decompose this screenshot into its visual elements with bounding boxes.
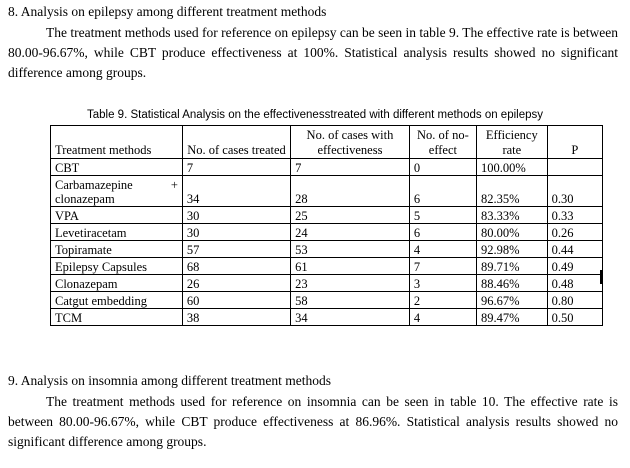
- cell-method: Levetiracetam: [51, 224, 183, 241]
- cell-method: CBT: [51, 159, 183, 176]
- cell-rate: 83.33%: [476, 207, 547, 224]
- cell-method: TCM: [51, 309, 183, 326]
- table-9: [50, 125, 603, 326]
- cell-method: Topiramate: [51, 241, 183, 258]
- method-combo-line: [55, 178, 178, 192]
- header-cases-treated: No. of cases treated: [182, 126, 290, 159]
- header-cases-effective: No. of cases with effectiveness: [291, 126, 410, 159]
- cell-effective: 7: [291, 159, 410, 176]
- table-row: [51, 176, 603, 207]
- section-8-heading: 8. Analysis on epilepsy among different treatment methods: [8, 4, 327, 19]
- cell-no-effect: 6: [409, 224, 476, 241]
- section-9-heading: 9. Analysis on insomnia among different treatment methods: [8, 373, 331, 388]
- header-efficiency-rate: Efficiency rate: [476, 126, 547, 159]
- cell-no-effect: 7: [409, 258, 476, 275]
- cell-p: [547, 159, 602, 176]
- cell-no-effect: 4: [409, 309, 476, 326]
- cell-effective: 53: [291, 241, 410, 258]
- cell-no-effect: 4: [409, 241, 476, 258]
- cell-no-effect: 2: [409, 292, 476, 309]
- cell-no-effect: 0: [409, 159, 476, 176]
- method-plus: +: [170, 178, 178, 192]
- cell-rate: 89.47%: [476, 309, 547, 326]
- cell-cases: 38: [182, 309, 290, 326]
- table-row: [51, 207, 603, 224]
- cell-no-effect: 6: [409, 176, 476, 207]
- cell-p: 0.26: [547, 224, 602, 241]
- cell-rate: 100.00%: [476, 159, 547, 176]
- cell-effective: 24: [291, 224, 410, 241]
- cell-cases: 26: [182, 275, 290, 292]
- cell-method: Epilepsy Capsules: [51, 258, 183, 275]
- cell-no-effect: 5: [409, 207, 476, 224]
- cell-rate: 96.67%: [476, 292, 547, 309]
- text-cursor: [600, 270, 602, 284]
- cell-rate: 92.98%: [476, 241, 547, 258]
- method-part-b: clonazepam: [55, 192, 115, 206]
- cell-effective: 61: [291, 258, 410, 275]
- header-p: P: [547, 126, 602, 159]
- cell-method: Catgut embedding: [51, 292, 183, 309]
- cell-effective: 34: [291, 309, 410, 326]
- table-9-caption: Table 9. Statistical Analysis on the effectivenesstreated with different methods on epilepsy: [86, 109, 543, 121]
- table-row: [51, 159, 603, 176]
- cell-method: [51, 176, 183, 207]
- cell-rate: 89.71%: [476, 258, 547, 275]
- table-row: [51, 258, 603, 275]
- cell-p: 0.49: [547, 258, 602, 275]
- section-9-paragraph: The treatment methods used for reference on insomnia can be seen in table 10. The effective rate is between 80.00-96.67%, while CBT produce effectiveness at 86.96%. Statistical analysis results showed no significant difference among groups.: [8, 394, 618, 449]
- cell-rate: 80.00%: [476, 224, 547, 241]
- cell-no-effect: 3: [409, 275, 476, 292]
- cell-p: 0.50: [547, 309, 602, 326]
- cell-p: 0.30: [547, 176, 602, 207]
- header-no-effect: No. of no-effect: [409, 126, 476, 159]
- cell-effective: 25: [291, 207, 410, 224]
- cell-effective: 23: [291, 275, 410, 292]
- section-8-paragraph: The treatment methods used for reference on epilepsy can be seen in table 9. The effective rate is between 80.00-96.67%, while CBT produce effectiveness at 100%. Statistical analysis results showed no significant difference among groups.: [8, 25, 618, 80]
- cell-p: 0.33: [547, 207, 602, 224]
- cell-cases: 60: [182, 292, 290, 309]
- cell-rate: 82.35%: [476, 176, 547, 207]
- table-row: [51, 241, 603, 258]
- cell-effective: 58: [291, 292, 410, 309]
- cell-cases: 57: [182, 241, 290, 258]
- cell-p: 0.44: [547, 241, 602, 258]
- cell-cases: 30: [182, 207, 290, 224]
- table-row: [51, 224, 603, 241]
- cell-p: 0.80: [547, 292, 602, 309]
- header-treatment-methods: Treatment methods: [51, 126, 183, 159]
- cell-cases: 7: [182, 159, 290, 176]
- cell-effective: 28: [291, 176, 410, 207]
- cell-method: VPA: [51, 207, 183, 224]
- method-part-a: Carbamazepine: [55, 178, 133, 192]
- table-row: [51, 309, 603, 326]
- cell-cases: 68: [182, 258, 290, 275]
- table-row: [51, 275, 603, 292]
- cell-rate: 88.46%: [476, 275, 547, 292]
- cell-method: Clonazepam: [51, 275, 183, 292]
- cell-cases: 30: [182, 224, 290, 241]
- cell-p: 0.48: [547, 275, 602, 292]
- cell-cases: 34: [182, 176, 290, 207]
- table-row: [51, 292, 603, 309]
- table-header-row: [51, 126, 603, 159]
